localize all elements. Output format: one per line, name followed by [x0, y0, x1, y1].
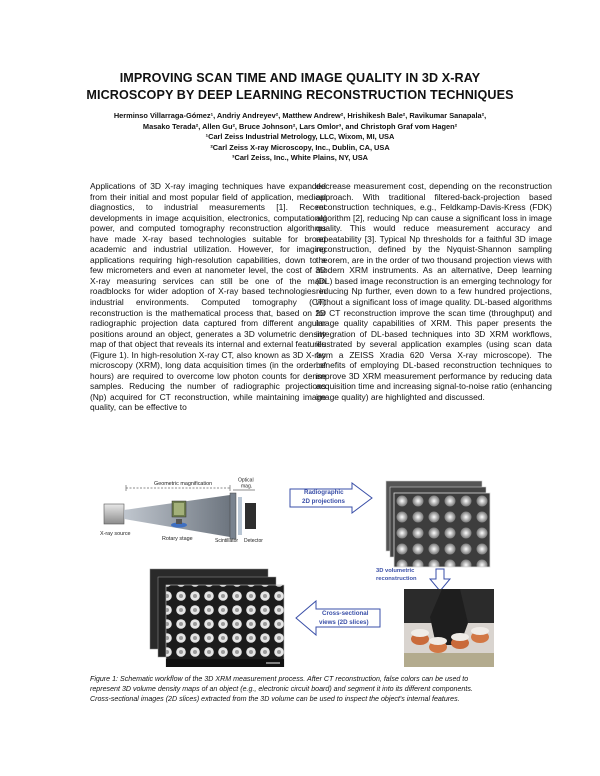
label-rotary-stage: Rotary stage — [162, 536, 193, 542]
label-cross-sectional-2: views (2D slices) — [319, 619, 369, 626]
arrow-radiographic — [290, 483, 372, 513]
label-cross-sectional-1: Cross-sectional — [322, 610, 369, 617]
body-column-right: decrease measurement cost, depending on the reconstruction approach. With traditional filtered-back-projection based reconstruction techniques, e.g., Feldkamp-Davis-Kress (FDK) algorithm [2], reducing Np can cause a significant loss in image quality. This would reduce measurement accuracy and repeatability [3]. Typical Np thresholds for a faithful 3D image reconstruction, defined by the Nyquist-Shannon sampling theorem, are in the order of two thousand projection views with modern XRM instruments. As an alternative, Deep learning (DL) based image reconstruction is an emerging technology for reducing Np further, even down to a few hundred projections, without a significant loss of image quality. DL-based algorithms for CT reconstruction improve the scan time (throughput) and image quality capabilities of XRM. This paper presents the integration of DL-based techniques into 3D XRM workflows, illustrated by several application examples (using scan data from a ZEISS Xradia 620 Versa X-ray microscope). The benefits of employing DL-based reconstruction techniques to improve 3D XRM measurement performance by reducing data acquisition time and increasing signal-to-noise ratio (enhancing image quality) are highlighted and discussed. — [316, 181, 552, 402]
label-detector: Detector — [244, 538, 263, 544]
scintillator-plate — [230, 493, 236, 539]
caption-line-3: Cross-sectional images (2D slices) extracted from the 3D volume can be used to inspect the object's internal features. — [90, 694, 460, 703]
detector-box — [245, 503, 256, 529]
projection-image — [394, 493, 490, 567]
arrow-cross-sectional — [296, 601, 380, 635]
slice-image — [166, 585, 284, 667]
objective-lens — [238, 497, 242, 535]
label-volumetric-1: 3D volumetric — [376, 568, 415, 574]
body-column-left: Applications of 3D X-ray imaging techniques have expanded from their initial and most popular field of application, medical diagnostics, to industrial measurements [1]. Recent developments in image acquisition, electronics, computational power, and computed tomography reconstruction algorithms have made X-ray based technologies suitable for broad academic and industrial utilization. However, for imaging applications requiring high-resolution capabilities, down to a few micrometers and even at nanometer level, the cost of 3D X-ray measuring services can still be one of the main roadblocks for wider adoption of X-ray based technologies in industrial environments. Computed tomography (CT) reconstruction is the mathematical process that, based on 2D radiographic projection data captured from different angular positions around an object, generates a 3D volumetric density map of that object that reveals its internal and external features (Figure 1). In high-resolution X-ray CT, also known as 3D X-ray microscopy (XRM), long data acquisition times (in the order of hours) are required to overcome low photon counts for dense samples. Reducing the number of radiographic projections (Np) acquired for CT reconstruction, while maintaining image quality, can be effective to — [90, 181, 326, 413]
label-scintillator: Scintillator — [215, 538, 239, 544]
label-geometric-magnification: Geometric magnification — [154, 481, 213, 487]
author-line-2: Masako Terada², Allen Gu², Bruce Johnson², Lars Omlor³, and Christoph Graf vom Hagen² — [142, 121, 458, 131]
caption-line-2: represent 3D volume density maps of an object (e.g., electronic circuit board) and segment it into its different components. — [90, 684, 473, 693]
title-line-2: MICROSCOPY BY DEEP LEARNING RECONSTRUCTION TECHNIQUES — [86, 88, 514, 102]
label-xray-source: X-ray source — [100, 531, 131, 537]
label-optical-mag-1: Optical — [238, 477, 254, 484]
arrow-reconstruction — [376, 568, 450, 591]
label-radiographic-2: 2D projections — [302, 498, 345, 505]
sample-detail — [174, 503, 184, 515]
xray-source-box — [104, 504, 124, 524]
caption-line-1: Figure 1: Schematic workflow of the 3D XRM measurement process. After CT reconstruction, false colors can be used to — [90, 675, 469, 683]
volume-render — [404, 589, 494, 667]
label-volumetric-2: reconstruction — [376, 576, 417, 582]
figure-caption — [90, 675, 522, 704]
figure-1 — [90, 477, 510, 667]
paper-title — [40, 70, 560, 104]
affiliation-1: ¹Carl Zeiss Industrial Metrology, LLC, Wixom, MI, USA — [205, 132, 395, 142]
label-radiographic-1: Radiographic — [304, 489, 344, 496]
slice-stack — [150, 569, 284, 667]
workflow-diagram — [90, 477, 510, 667]
affiliation-2: ²Carl Zeiss X-ray Microscopy, Inc., Dublin, CA, USA — [210, 142, 390, 152]
projection-stack — [386, 481, 490, 567]
title-line-1: IMPROVING SCAN TIME AND IMAGE QUALITY IN 3D X-RAY — [119, 71, 481, 85]
author-line-1: Herminso Villarraga-Gómez¹, Andriy Andreyev², Matthew Andrew², Hrishikesh Bale², Ravikumar Sanapala², — [113, 111, 487, 120]
scanner-schematic — [98, 477, 263, 544]
affiliation-3: ³Carl Zeiss, Inc., White Plains, NY, USA — [232, 153, 368, 163]
label-optical-mag-2: mag. — [241, 483, 253, 490]
author-block — [60, 111, 540, 164]
